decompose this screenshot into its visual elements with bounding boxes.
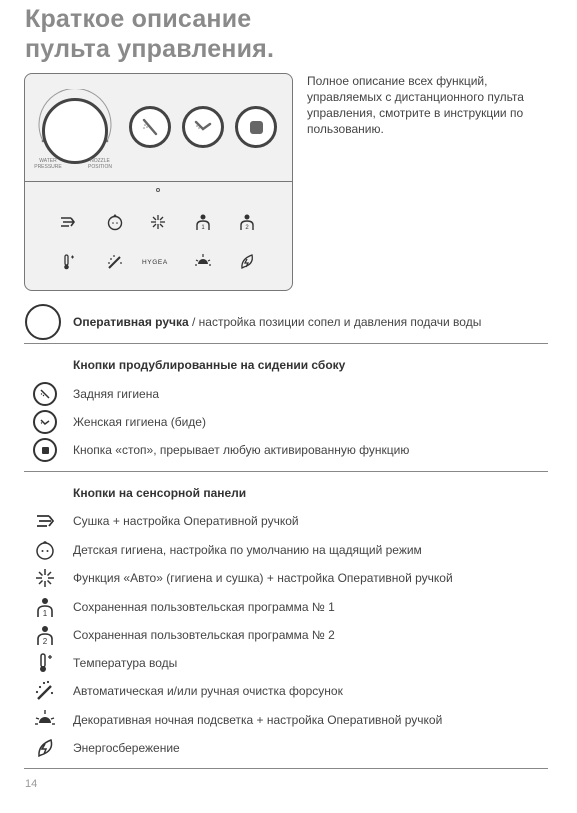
page-title bbox=[25, 4, 274, 64]
child-icon bbox=[105, 212, 125, 232]
list-item bbox=[30, 508, 299, 534]
touch-item-label: Сохраненная пользовтельская программа № 1 bbox=[73, 600, 335, 614]
touch-item-label: Сохраненная пользовтельская программа № 2 bbox=[73, 628, 335, 642]
knob-row bbox=[25, 304, 481, 340]
list-item bbox=[30, 409, 206, 435]
drying-icon bbox=[34, 510, 56, 532]
user-2-icon bbox=[34, 624, 56, 646]
title-line-2: пульта управления. bbox=[25, 35, 275, 63]
nozzle-cleaning-icon bbox=[105, 252, 125, 272]
list-item bbox=[30, 622, 335, 648]
svg-text:1: 1 bbox=[42, 609, 48, 618]
touch-item-label: Декоративная ночная подсветка + настройка Оперативной ручкой bbox=[73, 713, 443, 727]
list-item bbox=[30, 735, 180, 761]
touch-item-label: Энергосбережение bbox=[73, 741, 180, 755]
divider-2 bbox=[24, 471, 548, 472]
user-1-icon bbox=[34, 596, 56, 618]
nozzle-cleaning-icon bbox=[34, 680, 56, 702]
list-item bbox=[30, 537, 422, 563]
drying-icon bbox=[58, 212, 78, 232]
side-item-label: Женская гигиена (биде) bbox=[73, 415, 206, 429]
night-light-icon bbox=[193, 252, 213, 272]
bidet-icon bbox=[191, 115, 215, 139]
side-item-label: Задняя гигиена bbox=[73, 387, 160, 401]
child-icon bbox=[34, 539, 56, 561]
list-item bbox=[30, 565, 453, 591]
touch-item-label: Сушка + настройка Оперативной ручкой bbox=[73, 514, 299, 528]
water-temperature-icon bbox=[58, 252, 78, 272]
operative-knob bbox=[42, 98, 108, 164]
list-item bbox=[30, 381, 159, 407]
knob-row-text bbox=[73, 315, 481, 329]
stop-icon bbox=[33, 438, 57, 462]
auto-icon bbox=[34, 567, 56, 589]
list-item bbox=[30, 707, 442, 733]
energy-saving-icon bbox=[237, 252, 257, 272]
stop-button bbox=[235, 106, 277, 148]
knob-row-rest: / настройка позиции сопел и давления подачи воды bbox=[188, 315, 482, 329]
bidet-button bbox=[182, 106, 224, 148]
knob-row-bold: Оперативная ручка bbox=[73, 315, 189, 329]
touch-item-label: Автоматическая и/или ручная очистка форсунок bbox=[73, 684, 343, 698]
stop-icon bbox=[250, 121, 263, 134]
nozzle-position-label: NOZZLE POSITION bbox=[88, 158, 112, 170]
touch-item-label: Температура воды bbox=[73, 656, 178, 670]
remote-illustration bbox=[24, 73, 293, 291]
hygea-button-label: HYGEA bbox=[142, 259, 168, 266]
svg-text:1: 1 bbox=[201, 225, 205, 231]
touch-item-label: Детская гигиена, настройка по умолчанию на щадящий режим bbox=[73, 543, 422, 557]
divider-3 bbox=[24, 768, 548, 769]
page-number: 14 bbox=[25, 778, 38, 790]
side-buttons-heading: Кнопки продублированные на сидении сбоку bbox=[73, 358, 346, 372]
water-pressure-label: WATER PRESSURE bbox=[34, 158, 62, 170]
list-item bbox=[30, 678, 343, 704]
night-light-icon bbox=[34, 709, 56, 731]
knob-circle-icon bbox=[25, 304, 61, 340]
rear-hygiene-button bbox=[129, 106, 171, 148]
remote-divider bbox=[25, 181, 292, 182]
user-2-icon bbox=[237, 212, 257, 232]
svg-text:2: 2 bbox=[42, 637, 48, 646]
list-item bbox=[30, 594, 335, 620]
indicator-dot bbox=[156, 188, 160, 192]
divider-1 bbox=[24, 343, 548, 344]
water-temperature-icon bbox=[34, 652, 56, 674]
bidet-icon bbox=[33, 410, 57, 434]
auto-icon bbox=[148, 212, 168, 232]
title-line-1: Краткое описание bbox=[25, 5, 252, 33]
intro-text: Полное описание всех функций, управляемых с дистанционного пульта управления, смотрите в инструкции по пользованию. bbox=[307, 74, 524, 136]
side-item-label: Кнопка «стоп», прерывает любую активированную функцию bbox=[73, 443, 410, 457]
list-item bbox=[30, 437, 409, 463]
touch-item-label: Функция «Авто» (гигиена и сушка) + настройка Оперативной ручкой bbox=[73, 571, 453, 585]
list-item bbox=[30, 650, 177, 676]
svg-text:2: 2 bbox=[245, 225, 249, 231]
rear-hygiene-icon bbox=[33, 382, 57, 406]
user-1-icon bbox=[193, 212, 213, 232]
rear-hygiene-icon bbox=[138, 115, 162, 139]
touch-panel-heading: Кнопки на сенсорной панели bbox=[73, 486, 247, 500]
energy-saving-icon bbox=[34, 737, 56, 759]
